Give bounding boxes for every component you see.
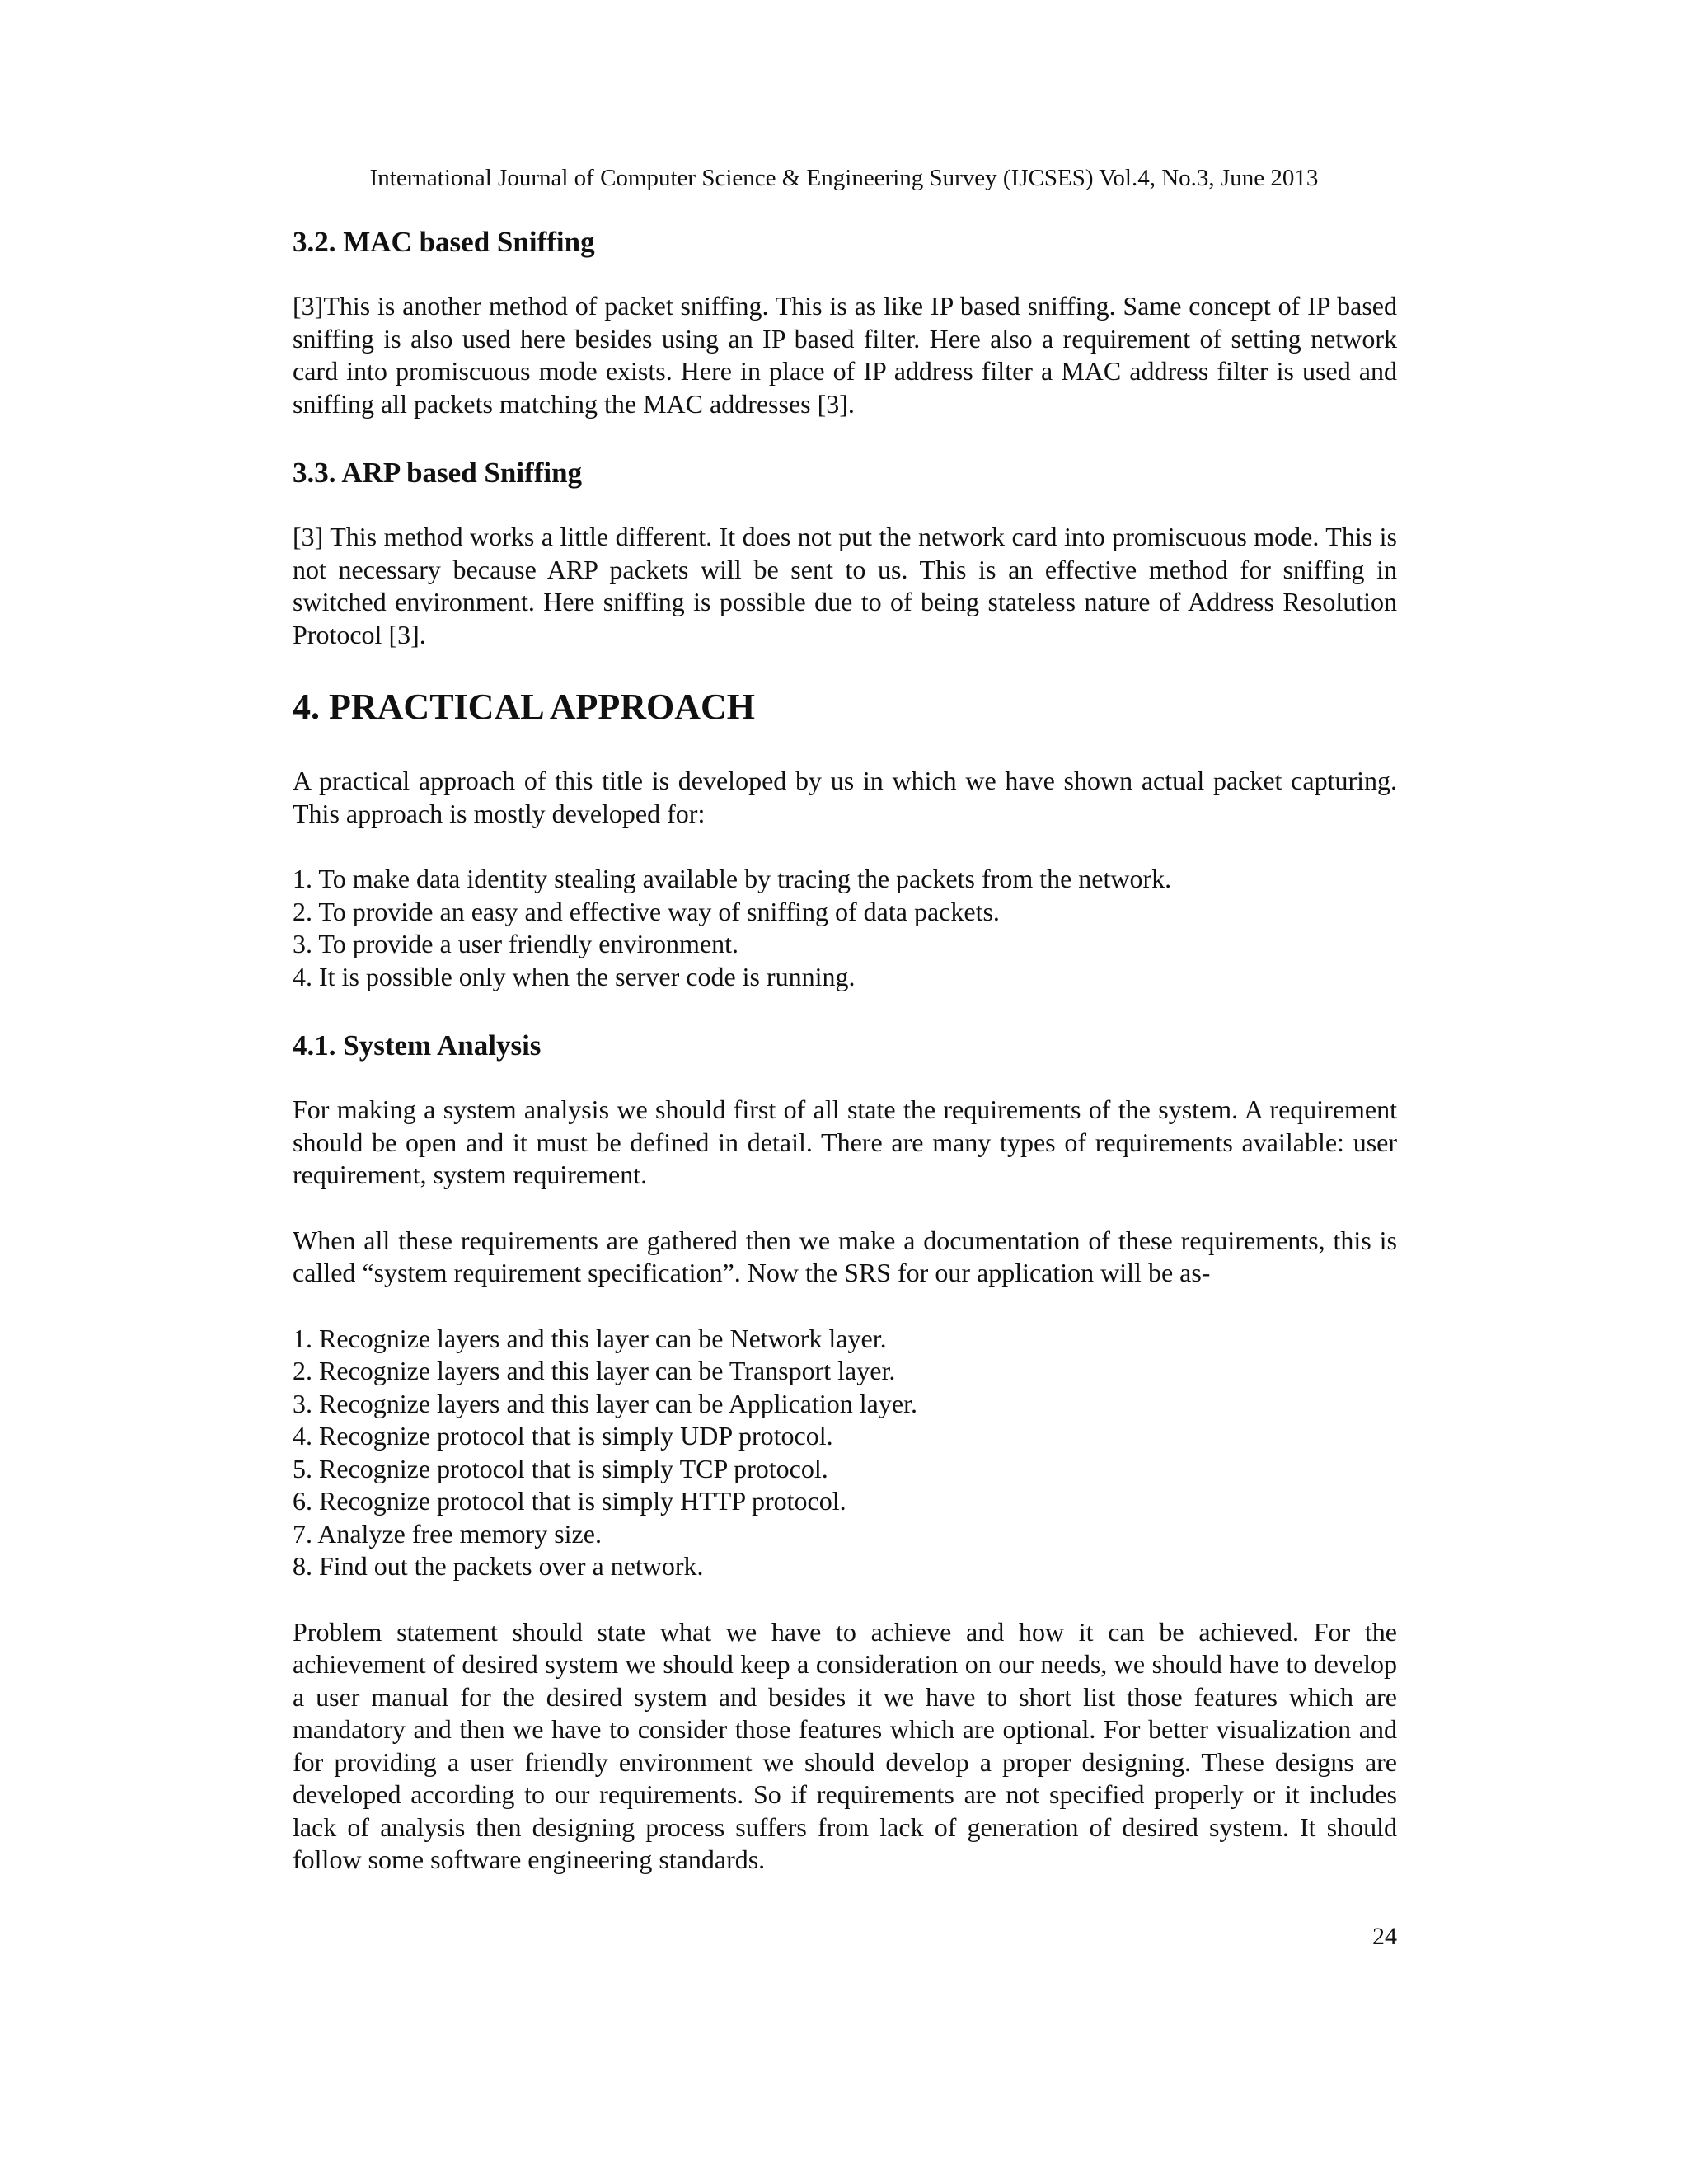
running-header: International Journal of Computer Science & Engineering Survey (IJCSES) Vol.4, No.3, June 2013 xyxy=(369,165,1319,191)
section-4-1-heading: 4.1. System Analysis xyxy=(293,1029,542,1062)
list-item: 7. Analyze free memory size. xyxy=(293,1518,602,1549)
srs-list xyxy=(293,1323,1397,1583)
section-4-paragraph: A practical approach of this title is developed by us in which we have shown actual packet capturing. This approach is mostly developed for: xyxy=(293,766,1397,828)
list-item: 2. Recognize layers and this layer can be Transport layer. xyxy=(293,1356,896,1385)
page-content xyxy=(293,223,1397,1910)
section-3-2-paragraph: [3]This is another method of packet sniffing. This is as like IP based sniffing. Same concept of IP based sniffing is also used here besides using an IP based filter. Here also a requirement of setting network card into promiscuous mode exists. Here in place of IP address filter a MAC address filter is used and sniffing all packets matching the MAC addresses [3]. xyxy=(293,291,1397,419)
list-item: 3. To provide a user friendly environment. xyxy=(293,929,739,958)
list-item: 4. Recognize protocol that is simply UDP protocol. xyxy=(293,1421,833,1451)
list-item: 4. It is possible only when the server code is running. xyxy=(293,961,856,991)
list-item: 3. Recognize layers and this layer can be Application layer. xyxy=(293,1388,917,1418)
section-3-3-heading: 3.3. ARP based Sniffing xyxy=(293,457,583,489)
section-4-list xyxy=(293,863,1397,993)
list-item: 2. To provide an easy and effective way of sniffing of data packets. xyxy=(293,896,1000,926)
section-3-2-heading: 3.2. MAC based Sniffing xyxy=(293,226,595,258)
list-item: 8. Find out the packets over a network. xyxy=(293,1551,704,1581)
list-item: 5. Recognize protocol that is simply TCP protocol. xyxy=(293,1453,828,1483)
section-4-1-paragraph-2: When all these requirements are gathered then we make a documentation of these requirements, this is called “system requirement specification”. Now the SRS for our application will be as- xyxy=(293,1225,1397,1287)
list-item: 1. Recognize layers and this layer can be Network layer. xyxy=(293,1323,887,1353)
section-3-3-paragraph: [3] This method works a little different. It does not put the network card into promiscuous mode. This is not necessary because ARP packets will be sent to us. This is an effective method for sniffing in switched environment. Here sniffing is possible due to of being stateless nature of Address Resolution Protocol [3]. xyxy=(293,522,1397,649)
page-number: 24 xyxy=(1372,1923,1397,1950)
list-item: 1. To make data identity stealing available by tracing the packets from the network. xyxy=(293,864,1172,893)
section-4-1-paragraph-3: Problem statement should state what we have to achieve and how it can be achieved. For the achievement of desired system we should keep a consideration on our needs, we should have to develop a user manual for the desired system and besides it we have to short list those features which are mandatory and then we have to consider those features which are optional. For better visualization and for providing a user friendly environment we should develop a proper designing. These designs are developed according to our requirements. So if requirements are not specified properly or it includes lack of analysis then designing process suffers from lack of generation of desired system. It should follow some software engineering standards. xyxy=(293,1616,1397,1874)
section-4-heading: 4. PRACTICAL APPROACH xyxy=(293,687,756,727)
section-4-1-paragraph-1: For making a system analysis we should first of all state the requirements of the system. A requirement should be open and it must be defined in detail. There are many types of requirements available: user requirement, system requirement. xyxy=(293,1094,1397,1189)
list-item: 6. Recognize protocol that is simply HTTP protocol. xyxy=(293,1486,846,1516)
